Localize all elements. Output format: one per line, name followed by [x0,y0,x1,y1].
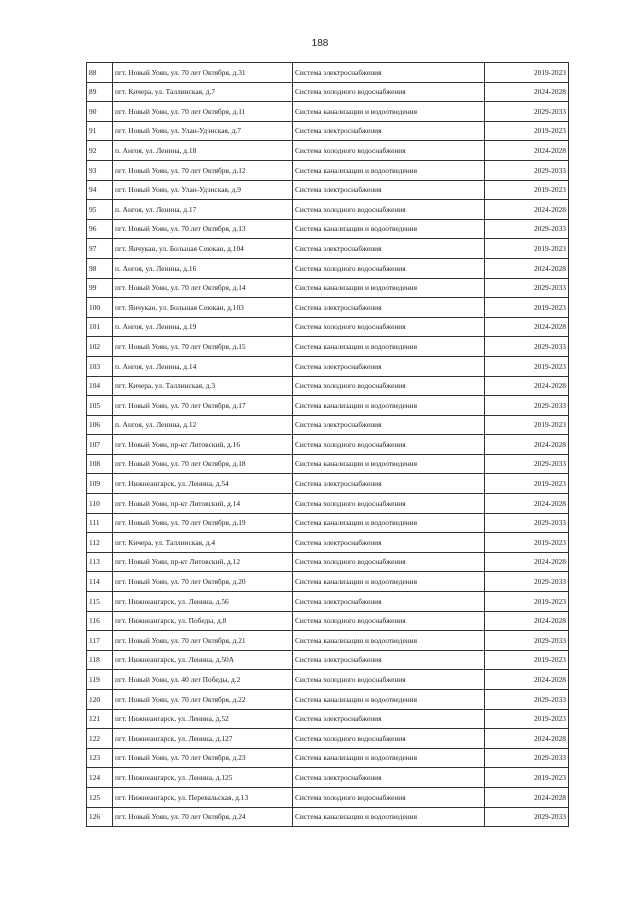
period-cell: 2019-2023 [485,650,569,670]
period-cell: 2029-2033 [485,102,569,122]
row-number-cell: 98 [87,258,113,278]
table-row [87,317,569,337]
row-number-cell: 89 [87,82,113,102]
row-number-cell: 115 [87,592,113,612]
period-cell: 2029-2033 [485,454,569,474]
table-row [87,396,569,416]
address-cell: пгт. Кичера, ул. Таллинская, д.3 [113,376,293,396]
system-cell: Система холодного водоснабжения [293,258,485,278]
address-cell: пгт. Новый Уоян, ул. 70 лет Октября, д.24 [113,807,293,827]
table-row [87,219,569,239]
period-cell: 2029-2033 [485,572,569,592]
row-number-cell: 110 [87,494,113,514]
address-cell: пгт. Новый Уоян, ул. 70 лет Октября, д.23 [113,748,293,768]
row-number-cell: 97 [87,239,113,259]
address-cell: пгт. Нижнеангарск, ул. Ленина, д.125 [113,768,293,788]
address-cell: пгт. Новый Уоян, ул. 70 лет Октября, д.18 [113,454,293,474]
table-row [87,102,569,122]
row-number-cell: 106 [87,415,113,435]
system-cell: Система электроснабжения [293,63,485,83]
period-cell: 2024-2028 [485,141,569,161]
table-row [87,376,569,396]
row-number-cell: 111 [87,513,113,533]
address-cell: пгт. Новый Уоян, ул. Улан-Удэнская, д.7 [113,121,293,141]
row-number-cell: 102 [87,337,113,357]
address-cell: пгт. Новый Уоян, ул. 70 лет Октября, д.13 [113,219,293,239]
address-cell: пгт. Новый Уоян, ул. 70 лет Октября, д.22 [113,690,293,710]
system-cell: Система холодного водоснабжения [293,200,485,220]
system-cell: Система электроснабжения [293,121,485,141]
system-cell: Система канализации и водоотведения [293,219,485,239]
period-cell: 2024-2028 [485,787,569,807]
table-row [87,200,569,220]
row-number-cell: 103 [87,356,113,376]
period-cell: 2019-2023 [485,592,569,612]
period-cell: 2029-2033 [485,160,569,180]
system-cell: Система канализации и водоотведения [293,748,485,768]
period-cell: 2029-2033 [485,513,569,533]
page-number: 188 [311,38,329,49]
address-cell: пгт. Новый Уоян, ул. Улан-Удэнская, д.9 [113,180,293,200]
row-number-cell: 91 [87,121,113,141]
period-cell: 2024-2028 [485,258,569,278]
registry-table-body [87,63,569,827]
row-number-cell: 125 [87,787,113,807]
period-cell: 2029-2033 [485,219,569,239]
table-row [87,141,569,161]
row-number-cell: 123 [87,748,113,768]
period-cell: 2024-2028 [485,376,569,396]
period-cell: 2019-2023 [485,180,569,200]
row-number-cell: 118 [87,650,113,670]
system-cell: Система электроснабжения [293,180,485,200]
table-row [87,160,569,180]
address-cell: пгт. Новый Уоян, ул. 70 лет Октября, д.20 [113,572,293,592]
period-cell: 2019-2023 [485,474,569,494]
row-number-cell: 104 [87,376,113,396]
period-cell: 2029-2033 [485,807,569,827]
row-number-cell: 94 [87,180,113,200]
row-number-cell: 93 [87,160,113,180]
row-number-cell: 121 [87,709,113,729]
period-cell: 2024-2028 [485,552,569,572]
period-cell: 2029-2033 [485,278,569,298]
system-cell: Система электроснабжения [293,709,485,729]
system-cell: Система канализации и водоотведения [293,396,485,416]
table-row [87,650,569,670]
system-cell: Система канализации и водоотведения [293,690,485,710]
system-cell: Система холодного водоснабжения [293,82,485,102]
row-number-cell: 101 [87,317,113,337]
period-cell: 2029-2033 [485,690,569,710]
row-number-cell: 107 [87,435,113,455]
table-row [87,709,569,729]
address-cell: пгт. Новый Уоян, ул. 70 лет Октября, д.17 [113,396,293,416]
table-row [87,239,569,259]
address-cell: пгт. Новый Уоян, ул. 70 лет Октября, д.31 [113,63,293,83]
system-cell: Система канализации и водоотведения [293,513,485,533]
system-cell: Система канализации и водоотведения [293,572,485,592]
period-cell: 2024-2028 [485,494,569,514]
table-row [87,807,569,827]
table-row [87,278,569,298]
row-number-cell: 96 [87,219,113,239]
system-cell: Система электроснабжения [293,592,485,612]
address-cell: пгт. Янчукан, ул. Большая Сеюкан, д.104 [113,239,293,259]
period-cell: 2019-2023 [485,768,569,788]
address-cell: пгт. Новый Уоян, ул. 70 лет Октября, д.19 [113,513,293,533]
address-cell: пгт. Новый Уоян, ул. 70 лет Октября, д.15 [113,337,293,357]
period-cell: 2019-2023 [485,415,569,435]
system-cell: Система электроснабжения [293,533,485,553]
row-number-cell: 90 [87,102,113,122]
table-row [87,690,569,710]
address-cell: пгт. Новый Уоян, пр-кт Литовский, д.12 [113,552,293,572]
table-row [87,552,569,572]
system-cell: Система электроснабжения [293,239,485,259]
period-cell: 2029-2033 [485,631,569,651]
row-number-cell: 120 [87,690,113,710]
system-cell: Система холодного водоснабжения [293,729,485,749]
row-number-cell: 116 [87,611,113,631]
system-cell: Система холодного водоснабжения [293,494,485,514]
period-cell: 2024-2028 [485,82,569,102]
system-cell: Система электроснабжения [293,768,485,788]
period-cell: 2019-2023 [485,239,569,259]
address-cell: п. Ангоя, ул. Ленина, д.12 [113,415,293,435]
system-cell: Система электроснабжения [293,298,485,318]
table-row [87,592,569,612]
system-cell: Система холодного водоснабжения [293,787,485,807]
period-cell: 2019-2023 [485,298,569,318]
system-cell: Система холодного водоснабжения [293,317,485,337]
row-number-cell: 99 [87,278,113,298]
address-cell: пгт. Кичера, ул. Таллинская, д.7 [113,82,293,102]
system-cell: Система холодного водоснабжения [293,435,485,455]
table-row [87,611,569,631]
period-cell: 2024-2028 [485,611,569,631]
system-cell: Система холодного водоснабжения [293,141,485,161]
table-row [87,121,569,141]
system-cell: Система холодного водоснабжения [293,611,485,631]
table-row [87,494,569,514]
table-row [87,513,569,533]
period-cell: 2019-2023 [485,709,569,729]
address-cell: пгт. Янчукан, ул. Большая Сеюкан, д.103 [113,298,293,318]
address-cell: п. Ангоя, ул. Ленина, д.18 [113,141,293,161]
row-number-cell: 122 [87,729,113,749]
registry-table [86,62,569,827]
system-cell: Система холодного водоснабжения [293,376,485,396]
system-cell: Система канализации и водоотведения [293,631,485,651]
row-number-cell: 119 [87,670,113,690]
system-cell: Система холодного водоснабжения [293,552,485,572]
address-cell: пгт. Нижнеангарск, ул. Победы, д.8 [113,611,293,631]
address-cell: пгт. Новый Уоян, пр-кт Литовский, д.14 [113,494,293,514]
table-row [87,415,569,435]
system-cell: Система канализации и водоотведения [293,278,485,298]
table-row [87,631,569,651]
table-row [87,180,569,200]
table-row [87,258,569,278]
table-row [87,572,569,592]
table-row [87,82,569,102]
address-cell: пгт. Новый Уоян, ул. 70 лет Октября, д.21 [113,631,293,651]
address-cell: пгт. Кичера, ул. Таллинская, д.4 [113,533,293,553]
address-cell: пгт. Новый Уоян, ул. 70 лет Октября, д.14 [113,278,293,298]
table-row [87,748,569,768]
period-cell: 2024-2028 [485,729,569,749]
row-number-cell: 124 [87,768,113,788]
address-cell: п. Ангоя, ул. Ленина, д.17 [113,200,293,220]
period-cell: 2024-2028 [485,670,569,690]
row-number-cell: 92 [87,141,113,161]
period-cell: 2019-2023 [485,121,569,141]
address-cell: пгт. Нижнеангарск, ул. Ленина, д.52 [113,709,293,729]
system-cell: Система канализации и водоотведения [293,807,485,827]
row-number-cell: 126 [87,807,113,827]
address-cell: пгт. Нижнеангарск, ул. Ленина, д.54 [113,474,293,494]
row-number-cell: 114 [87,572,113,592]
table-row [87,474,569,494]
address-cell: п. Ангоя, ул. Ленина, д.16 [113,258,293,278]
period-cell: 2019-2023 [485,356,569,376]
table-row [87,533,569,553]
table-row [87,298,569,318]
table-row [87,768,569,788]
address-cell: пгт. Новый Уоян, ул. 40 лет Победы, д.2 [113,670,293,690]
period-cell: 2029-2033 [485,396,569,416]
table-row [87,454,569,474]
system-cell: Система холодного водоснабжения [293,670,485,690]
period-cell: 2019-2023 [485,63,569,83]
table-row [87,435,569,455]
table-row [87,63,569,83]
row-number-cell: 105 [87,396,113,416]
address-cell: пгт. Новый Уоян, ул. 70 лет Октября, д.12 [113,160,293,180]
period-cell: 2029-2033 [485,748,569,768]
system-cell: Система канализации и водоотведения [293,102,485,122]
row-number-cell: 117 [87,631,113,651]
row-number-cell: 112 [87,533,113,553]
period-cell: 2024-2028 [485,317,569,337]
table-row [87,337,569,357]
address-cell: пгт. Новый Уоян, пр-кт Литовский, д.16 [113,435,293,455]
period-cell: 2024-2028 [485,435,569,455]
address-cell: пгт. Новый Уоян, ул. 70 лет Октября, д.11 [113,102,293,122]
system-cell: Система канализации и водоотведения [293,337,485,357]
system-cell: Система электроснабжения [293,650,485,670]
system-cell: Система канализации и водоотведения [293,160,485,180]
table-row [87,729,569,749]
address-cell: п. Ангоя, ул. Ленина, д.14 [113,356,293,376]
row-number-cell: 100 [87,298,113,318]
row-number-cell: 88 [87,63,113,83]
address-cell: пгт. Нижнеангарск, ул. Перевальская, д.13 [113,787,293,807]
row-number-cell: 109 [87,474,113,494]
period-cell: 2029-2033 [485,337,569,357]
address-cell: пгт. Нижнеангарск, ул. Ленина, д.56 [113,592,293,612]
row-number-cell: 113 [87,552,113,572]
table-row [87,670,569,690]
system-cell: Система электроснабжения [293,474,485,494]
row-number-cell: 95 [87,200,113,220]
row-number-cell: 108 [87,454,113,474]
period-cell: 2024-2028 [485,200,569,220]
system-cell: Система электроснабжения [293,356,485,376]
table-row [87,787,569,807]
table-row [87,356,569,376]
address-cell: пгт. Нижнеангарск, ул. Ленина, д.50А [113,650,293,670]
system-cell: Система электроснабжения [293,415,485,435]
period-cell: 2019-2023 [485,533,569,553]
system-cell: Система канализации и водоотведения [293,454,485,474]
address-cell: п. Ангоя, ул. Ленина, д.19 [113,317,293,337]
address-cell: пгт. Нижнеангарск, ул. Ленина, д.127 [113,729,293,749]
